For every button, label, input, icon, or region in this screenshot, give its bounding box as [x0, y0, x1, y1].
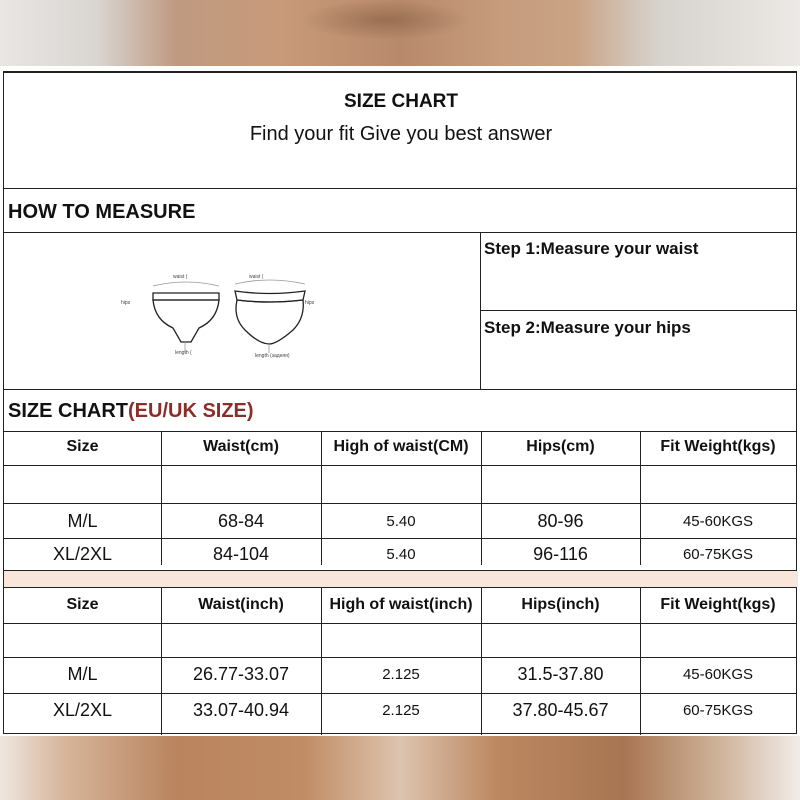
cm-row2-size: XL/2XL [52, 544, 113, 564]
inch-header-waist: Waist(inch) [198, 596, 284, 613]
length-label-right: length (задняя) [255, 353, 290, 358]
cm-header-waist: Waist(cm) [203, 438, 279, 455]
measure-diagram [109, 258, 319, 358]
bottom-photo-strip [0, 736, 800, 800]
waist-label-right: waist ( [249, 274, 264, 280]
size-chart-heading [8, 400, 254, 423]
inch-header-size: Size [66, 596, 99, 613]
cm-header-high-waist: High of waist(CM) [333, 438, 469, 455]
table-separator-band [4, 571, 798, 587]
cm-row2-weight: 60-75KGS [682, 546, 754, 563]
cm-row1-weight: 45-60KGS [682, 513, 754, 530]
hips-label-left: hips [121, 300, 131, 306]
inch-row1-waist: 26.77-33.07 [192, 664, 290, 684]
inch-row1-hips: 31.5-37.80 [517, 664, 604, 684]
cm-header-weight: Fit Weight(kgs) [660, 438, 776, 455]
inch-row1-size: M/L [67, 664, 98, 684]
size-chart-sheet [0, 66, 800, 736]
inch-row2-size: XL/2XL [52, 700, 113, 720]
inch-row2-hips: 37.80-45.67 [512, 700, 609, 720]
step2-text: Step 2:Measure your hips [484, 318, 691, 337]
cm-row1-size: M/L [67, 511, 98, 531]
size-chart-heading-main: SIZE CHART [8, 400, 128, 422]
cm-row2-waist: 84-104 [212, 544, 270, 564]
inch-row2-high-waist: 2.125 [382, 702, 420, 719]
size-chart-frame [3, 71, 797, 734]
top-photo-strip [0, 0, 800, 66]
inch-header-hips: Hips(inch) [521, 596, 600, 613]
inch-row2-waist: 33.07-40.94 [192, 700, 290, 720]
cm-header-size: Size [66, 438, 99, 455]
inch-row2-weight: 60-75KGS [682, 702, 754, 719]
how-to-measure-heading: HOW TO MEASURE [8, 201, 196, 223]
cm-header-hips: Hips(cm) [526, 438, 595, 455]
cm-row2-hips: 96-116 [533, 544, 588, 564]
cm-row1-high-waist: 5.40 [386, 513, 416, 530]
inch-header-high-waist: High of waist(inch) [329, 596, 473, 613]
waist-label-left: waist ( [173, 274, 188, 280]
cm-row1-waist: 68-84 [217, 511, 265, 531]
front-panties-icon [153, 282, 219, 353]
hips-label-right: hips [305, 300, 315, 306]
inch-row1-weight: 45-60KGS [682, 666, 754, 683]
inch-row1-high-waist: 2.125 [382, 666, 420, 683]
size-chart-heading-accent: (EU/UK SIZE) [128, 400, 254, 422]
length-label-left: length ( [175, 350, 192, 356]
cm-row1-hips: 80-96 [537, 511, 584, 531]
chart-subtitle: Find your fit Give you best answer [249, 123, 553, 145]
step1-text: Step 1:Measure your waist [484, 239, 699, 258]
cm-row2-high-waist: 5.40 [386, 546, 416, 563]
inch-header-weight: Fit Weight(kgs) [660, 596, 776, 613]
chart-title: SIZE CHART [344, 91, 458, 112]
back-panties-icon [235, 280, 305, 353]
